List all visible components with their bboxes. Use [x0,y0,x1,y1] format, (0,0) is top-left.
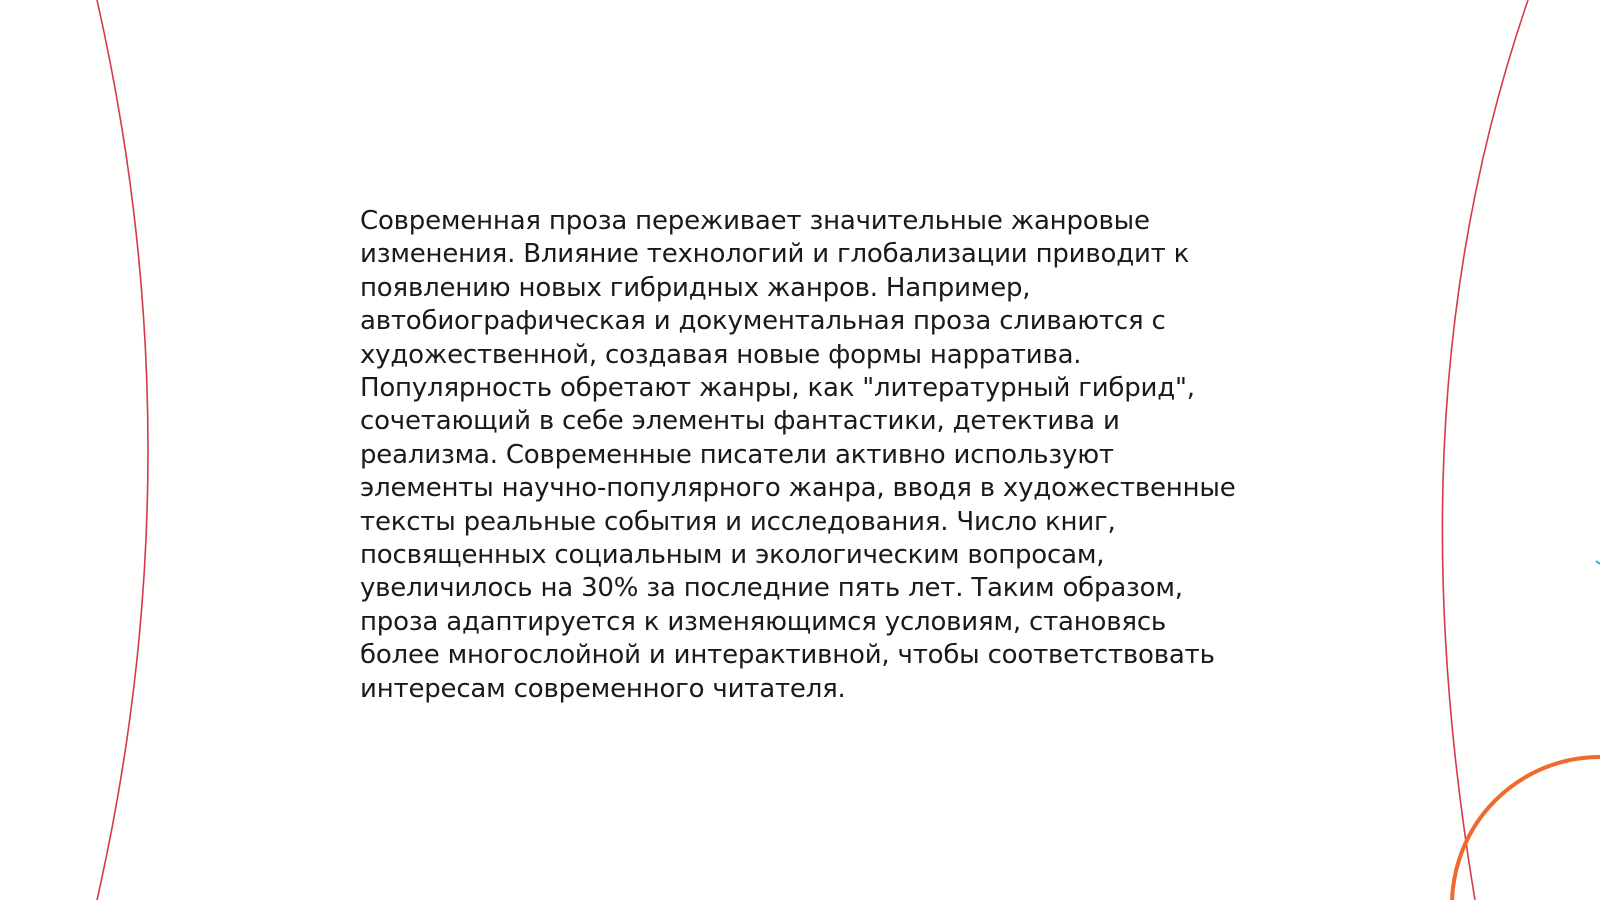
orange-circle-outline [1452,757,1600,900]
left-arc-line [97,0,148,900]
right-arc-line [1442,0,1528,900]
body-paragraph: Современная проза переживает значительные жанровые изменения. Влияние технологий и глобализации приводит к появлению новых гибридных жанров. Например, автобиографическая и документальная проза сливаются с художественной, создавая новые формы нарратива. Популярность обретают жанры, как "литературный гибрид", сочетающий в себе элементы фантастики, детектива и реализма. Современные писатели активно используют элементы научно-популярного жанра, вводя в художественные тексты реальные события и исследования. Число книг, посвященных социальным и экологическим вопросам, увеличилось на 30% за последние пять лет. Таким образом, проза адаптируется к изменяющимся условиям, становясь более многослойной и интерактивной, чтобы соответствовать интересам современного читателя. [360,206,1236,704]
teal-accent-mark [1596,561,1600,564]
